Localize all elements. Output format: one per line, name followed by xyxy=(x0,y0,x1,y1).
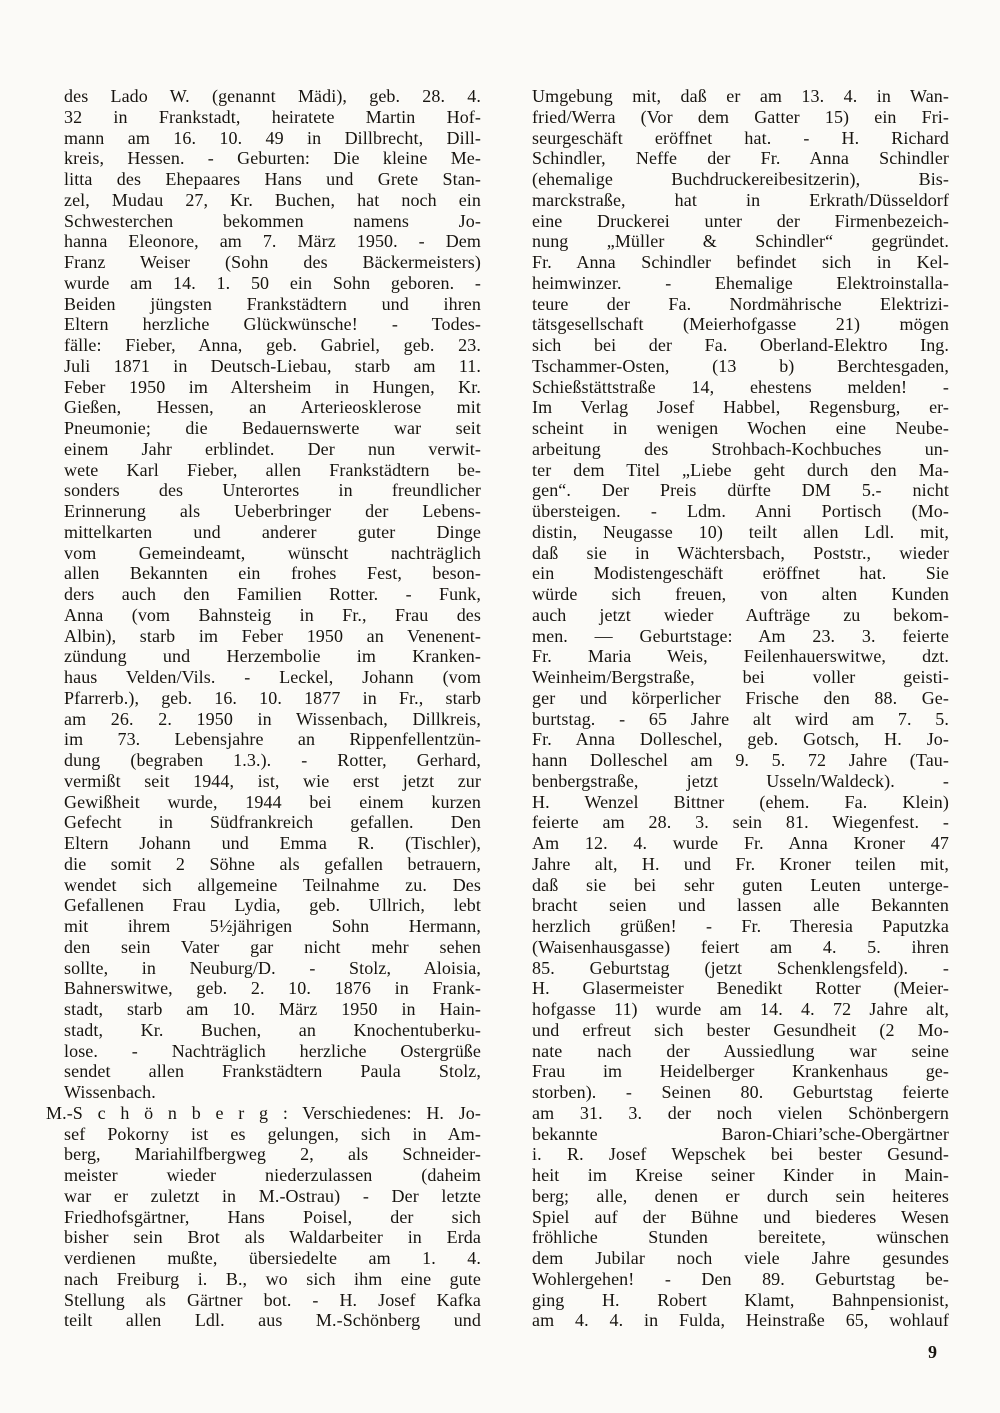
text-line: Erinnerung als Ueberbringer der Lebens- xyxy=(64,501,481,521)
text-line: Schwesterchen bekommen namens Jo- xyxy=(64,210,481,231)
text-line: i. R. Josef Wepschek bei bester Gesund- xyxy=(532,1144,949,1165)
paragraph-block xyxy=(64,86,481,1103)
text-line: sollte, in Neuburg/D. - Stolz, Aloisia, xyxy=(64,957,481,978)
text-line: tätsgesellschaft (Meierhofgasse 21) mögen xyxy=(532,314,949,335)
text-line: eine Druckerei unter der Firmenbezeich- xyxy=(532,210,949,231)
text-line: berg, Mariahilfbergweg 2, als Schneider- xyxy=(64,1144,481,1165)
paragraph-block xyxy=(46,1102,481,1331)
text-column-right xyxy=(532,86,949,1331)
text-line: burtstag. - 65 Jahre alt wird am 7. 5. xyxy=(532,708,949,729)
text-line: Stellung als Gärtner bot. - H. Josef Kafka xyxy=(64,1289,481,1310)
text-line: benbergstraße, jetzt Usseln/Waldeck). - xyxy=(532,770,949,791)
text-line: sef Pokorny ist es gelungen, sich in Am- xyxy=(64,1123,481,1144)
text-line: berg; alle, denen er durch sein heiteres xyxy=(532,1185,949,1206)
text-line: fried/Werra (Vor dem Gatter 15) ein Fri- xyxy=(532,106,949,127)
text-line: Wohlergehen! - Den 89. Geburtstag be- xyxy=(532,1268,949,1289)
text-line: Frau im Heidelberger Krankenhaus ge- xyxy=(532,1061,949,1082)
text-line: Bahnerswitwe, geb. 2. 10. 1876 in Frank- xyxy=(64,978,481,999)
text-line: verdienen mußte, übersiedelte am 1. 4. xyxy=(64,1248,481,1268)
text-line: wendet sich allgemeine Teilnahme zu. Des xyxy=(64,874,481,895)
text-line: feierte am 28. 3. sein 81. Wiegenfest. - xyxy=(532,812,949,833)
text-line: H. Wenzel Bittner (ehem. Fa. Klein) xyxy=(532,791,949,812)
text-line: seurgeschäft eröffnet hat. - H. Richard xyxy=(532,127,949,148)
text-line: einem Jahr erblindet. Der nun verwit- xyxy=(64,438,481,459)
text-line: hofgasse 11) wurde am 14. 4. 72 Jahre alt, xyxy=(532,999,949,1019)
text-line: Fr. Anna Dolleschel, geb. Gotsch, H. Jo- xyxy=(532,729,949,750)
text-line: Eltern herzliche Glückwünsche! - Todes- xyxy=(64,314,481,335)
text-line: auch jetzt wieder Aufträge zu bekom- xyxy=(532,604,949,625)
text-line: ders auch den Familien Rotter. - Funk, xyxy=(64,584,481,604)
text-line: Beiden jüngsten Frankstädtern und ihren xyxy=(64,293,481,314)
text-line: wete Karl Fieber, allen Frankstädtern be- xyxy=(64,459,481,480)
text-line: Schießstättstraße 14, ehestens melden! - xyxy=(532,376,949,397)
text-line: vom Gemeindeamt, wünscht nachträglich xyxy=(64,542,481,563)
text-line: ging H. Robert Klamt, Bahnpensionist, xyxy=(532,1289,949,1310)
text-line: arbeitung des Strohbach-Kochbuches un- xyxy=(532,438,949,459)
text-line: men. — Geburtstage: Am 23. 3. feierte xyxy=(532,625,949,646)
text-line: dung (begraben 1.3.). - Rotter, Gerhard, xyxy=(64,750,481,770)
text-line: vermißt seit 1944, ist, wie erst jetzt zur xyxy=(64,770,481,791)
text-line: übersteigen. - Ldm. Anni Portisch (Mo- xyxy=(532,501,949,521)
text-line: die somit 2 Söhne als gefallen betrauern, xyxy=(64,853,481,874)
text-line: Im Verlag Josef Habbel, Regensburg, er- xyxy=(532,397,949,418)
text-line: Pneumonie; die Bedauernswerte war seit xyxy=(64,418,481,438)
text-line: Wissenbach. xyxy=(64,1082,156,1102)
text-line: Fr. Anna Schindler befindet sich in Kel- xyxy=(532,252,949,272)
text-line: den sein Vater gar nicht mehr sehen xyxy=(64,936,481,957)
text-line: dem Jubilar noch viele Jahre gesundes xyxy=(532,1248,949,1268)
text-line: am 26. 2. 1950 in Wissenbach, Dillkreis, xyxy=(64,708,481,729)
text-line: mit ihrem 5½jährigen Sohn Hermann, xyxy=(64,916,481,936)
text-line: stadt, Kr. Buchen, an Knochentuberku- xyxy=(64,1019,481,1040)
text-line: fälle: Fieber, Anna, geb. Gabriel, geb. 23. xyxy=(64,335,481,355)
text-column-left xyxy=(46,86,481,1331)
text-line: am 31. 3. der noch vielen Schönbergern xyxy=(532,1102,949,1123)
text-line: H. Glasermeister Benedikt Rotter (Meier- xyxy=(532,978,949,999)
text-line: nach Freiburg i. B., wo sich ihm eine gute xyxy=(64,1268,481,1289)
text-line: Friedhofsgärtner, Hans Poisel, der sich xyxy=(64,1206,481,1227)
text-line: gen“. Der Preis dürfte DM 5.- nicht xyxy=(532,480,949,501)
text-line: 32 in Frankstadt, heiratete Martin Hof- xyxy=(64,106,481,127)
text-line: marckstraße, hat in Erkrath/Düsseldorf xyxy=(532,189,949,210)
text-line: Spiel auf der Bühne und biederes Wesen xyxy=(532,1206,949,1227)
text-line: Anna (vom Bahnsteig in Fr., Frau des xyxy=(64,604,481,625)
text-line: 85. Geburtstag (jetzt Schenklengsfeld). - xyxy=(532,957,949,978)
text-line: nung „Müller & Schindler“ gegründet. xyxy=(532,231,949,252)
text-line: Umgebung mit, daß er am 13. 4. in Wan- xyxy=(532,86,949,106)
text-line: lose. - Nachträglich herzliche Ostergrüße xyxy=(64,1040,481,1061)
text-line: Gewißheit wurde, 1944 bei einem kurzen xyxy=(64,791,481,812)
text-line: und erfreut sich bester Gesundheit (2 Mo- xyxy=(532,1019,949,1040)
text-line: Franz Weiser (Sohn des Bäckermeisters) xyxy=(64,252,481,272)
text-line: Gießen, Hessen, an Arterieosklerose mit xyxy=(64,397,481,418)
text-line: haus Velden/Vils. - Leckel, Johann (vom xyxy=(64,667,481,687)
text-line: sendet allen Frankstädtern Paula Stolz, xyxy=(64,1061,481,1082)
text-line: scheint in wenigen Wochen eine Neube- xyxy=(532,418,949,438)
text-line: Weinheim/Bergstraße, bei voller geisti- xyxy=(532,667,949,687)
text-line: kreis, Hessen. - Geburten: Die kleine Me- xyxy=(64,148,481,169)
text-line: stadt, starb am 10. März 1950 in Hain- xyxy=(64,999,481,1019)
text-line: mittelkarten und anderer guter Dinge xyxy=(64,521,481,542)
text-line: hanna Eleonore, am 7. März 1950. - Dem xyxy=(64,231,481,252)
page-number: 9 xyxy=(928,1342,937,1362)
text-line: Pfarrerb.), geb. 16. 10. 1877 in Fr., starb xyxy=(64,687,481,708)
text-line: mann am 16. 10. 49 in Dillbrecht, Dill- xyxy=(64,127,481,148)
text-line: nate nach der Aussiedlung war seine xyxy=(532,1040,949,1061)
text-line: ter dem Titel „Liebe geht durch den Ma- xyxy=(532,459,949,480)
text-line: fröhliche Stunden bereitete, wünschen xyxy=(532,1227,949,1248)
text-line: teure der Fa. Nordmährische Elektrizi- xyxy=(532,293,949,314)
text-line: wurde am 14. 1. 50 ein Sohn geboren. - xyxy=(64,272,481,293)
text-line: heimwinzer. - Ehemalige Elektroinstalla- xyxy=(532,272,949,293)
text-line: litta des Ehepaares Hans und Grete Stan- xyxy=(64,169,481,189)
text-line: meister wieder niederzulassen (daheim xyxy=(64,1165,481,1185)
text-line: daß sie bei sehr guten Leuten unterge- xyxy=(532,874,949,895)
text-line: (ehemalige Buchdruckereibesitzerin), Bis- xyxy=(532,169,949,189)
text-line: sonders des Unterortes in freundlicher xyxy=(64,480,481,501)
text-line: Feber 1950 im Altersheim in Hungen, Kr. xyxy=(64,376,481,397)
text-line: Gefecht in Südfrankreich gefallen. Den xyxy=(64,812,481,833)
text-line: Am 12. 4. wurde Fr. Anna Kroner 47 xyxy=(532,833,949,853)
text-line: Fr. Maria Weis, Feilenhauerswitwe, dzt. xyxy=(532,646,949,667)
text-line: Juli 1871 in Deutsch-Liebau, starb am 11. xyxy=(64,355,481,376)
text-line: herzlich grüßen! - Fr. Theresia Paputzka xyxy=(532,916,949,936)
text-line: distin, Neugasse 10) teilt allen Ldl. mit, xyxy=(532,521,949,542)
text-line: Albin), starb im Feber 1950 an Venenent- xyxy=(64,625,481,646)
text-line: daß sie in Wächtersbach, Poststr., wieder xyxy=(532,542,949,563)
text-line: im 73. Lebensjahre an Rippenfellentzün- xyxy=(64,729,481,750)
text-line: allen Bekannten ein frohes Fest, beson- xyxy=(64,563,481,584)
paragraph-block xyxy=(532,86,949,1331)
text-line: M.-S c h ö n b e r g : Verschiedenes: H. Jo- xyxy=(46,1102,481,1123)
text-line: ger und körperlicher Frische den 88. Ge- xyxy=(532,687,949,708)
text-line: zündung und Herzembolie im Kranken- xyxy=(64,646,481,667)
text-line: würde sich freuen, von alten Kunden xyxy=(532,584,949,604)
text-line: hann Dolleschel am 9. 5. 72 Jahre (Tau- xyxy=(532,750,949,770)
text-line: bracht seien und lassen alle Bekannten xyxy=(532,895,949,916)
text-line: bisher sein Brot als Waldarbeiter in Erda xyxy=(64,1227,481,1248)
text-line: teilt allen Ldl. aus M.-Schönberg und xyxy=(64,1310,481,1331)
text-line: Schindler, Neffe der Fr. Anna Schindler xyxy=(532,148,949,169)
text-line: Gefallenen Frau Lydia, geb. Ullrich, lebt xyxy=(64,895,481,916)
text-line: Jahre alt, H. und Fr. Kroner teilen mit, xyxy=(532,853,949,874)
text-line: storben). - Seinen 80. Geburtstag feierte xyxy=(532,1082,949,1102)
text-line: Tschammer-Osten, (13 b) Berchtesgaden, xyxy=(532,355,949,376)
text-line: ein Modistengeschäft eröffnet hat. Sie xyxy=(532,563,949,584)
text-line: (Waisenhausgasse) feiert am 4. 5. ihren xyxy=(532,936,949,957)
text-line: bekannte Baron-Chiari’sche-Obergärtner xyxy=(532,1123,949,1144)
text-line: sich bei der Fa. Oberland-Elektro Ing. xyxy=(532,335,949,355)
text-line: Eltern Johann und Emma R. (Tischler), xyxy=(64,833,481,853)
text-line: des Lado W. (genannt Mädi), geb. 28. 4. xyxy=(64,86,481,106)
text-line: heit im Kreise seiner Kinder in Main- xyxy=(532,1165,949,1185)
text-line: zel, Mudau 27, Kr. Buchen, hat noch ein xyxy=(64,189,481,210)
text-line: war er zuletzt in M.-Ostrau) - Der letzte xyxy=(64,1185,481,1206)
text-line: am 4. 4. in Fulda, Heinstraße 65, wohlauf xyxy=(532,1310,949,1331)
